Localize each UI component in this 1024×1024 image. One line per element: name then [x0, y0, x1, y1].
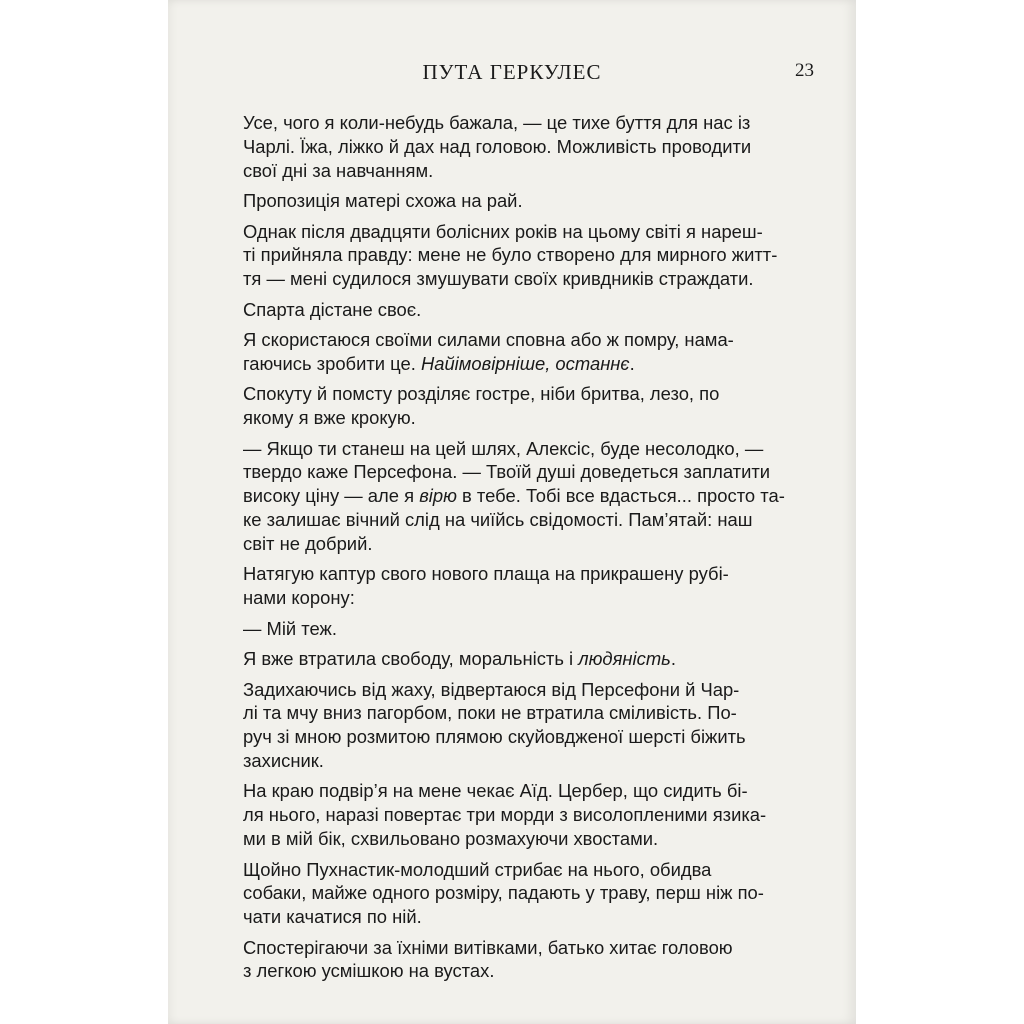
text-line: Однак після двадцяти болісних років на цьому світі я нареш-	[243, 220, 763, 242]
paragraph	[243, 111, 815, 182]
paragraph	[243, 328, 815, 376]
paragraph	[243, 382, 815, 430]
text-line	[243, 484, 815, 508]
book-page	[168, 0, 856, 1024]
text-run: — Якщо ти станеш на цей шлях, Алексіс, буде несолодко, —	[243, 437, 764, 459]
paragraph	[243, 647, 815, 671]
text-run: в тебе. Тобі все вдасться... просто та-	[456, 485, 785, 507]
text-line: Задихаючись від жаху, відвертаюся від Персефони й Чар-	[243, 678, 740, 700]
italic-text: людяність	[578, 648, 671, 670]
text-line	[243, 532, 815, 556]
text-line: Спарта дістане своє.	[243, 298, 422, 320]
page-number: 23	[795, 60, 814, 81]
paragraph	[243, 437, 815, 556]
text-run: високу ціну — але я	[243, 485, 420, 507]
text-line: ми в мій бік, схвильовано розмахуючи хвостами.	[243, 828, 659, 850]
text-line: Чарлі. Їжа, ліжко й дах над головою. Можливість проводити	[243, 135, 752, 157]
text-line: Спостерігаючи за їхніми витівками, батько хитає головою	[243, 936, 733, 958]
text-line	[243, 352, 815, 376]
text-run: Я вже втратила свободу, моральність і	[243, 648, 579, 670]
text-line: нами корону:	[243, 587, 355, 609]
paragraph	[243, 562, 815, 610]
italic-text: Найімовірніше, останнє	[420, 352, 630, 374]
text-line: На краю подвір’я на мене чекає Аїд. Цербер, що сидить бі-	[243, 780, 748, 802]
text-line	[243, 460, 815, 484]
text-run: гаючись зробити це.	[243, 352, 421, 374]
text-line	[243, 647, 815, 671]
text-run: ке залишає вічний слід на чиїйсь свідомості. Пам’ятай: наш	[243, 509, 753, 531]
text-line: якому я вже крокую.	[243, 407, 416, 429]
text-line: з легкою усмішкою на вустах.	[243, 960, 495, 982]
paragraph	[243, 936, 815, 984]
text-line	[243, 508, 815, 532]
text-line: руч зі мною розмитою плямою скуйовдженої шерсті біжить	[243, 726, 746, 748]
text-line: Щойно Пухнастик-молодший стрибає на нього, обидва	[243, 858, 712, 880]
text-line: собаки, майже одного розміру, падають у траву, перш ніж по-	[243, 882, 764, 904]
paragraph	[243, 298, 815, 322]
text-line: Натягую каптур свого нового плаща на прикрашену рубі-	[243, 563, 729, 585]
paragraph	[243, 220, 815, 291]
text-line: лі та мчу вниз пагорбом, поки не втратила сміливість. По-	[243, 702, 737, 724]
body-text	[243, 111, 815, 990]
text-line	[243, 328, 815, 352]
page-header	[168, 60, 856, 90]
text-line: тя — мені судилося змушувати своїх кривдників страждати.	[243, 268, 754, 290]
text-line: — Мій теж.	[243, 617, 337, 639]
text-line	[243, 437, 815, 461]
paragraph	[243, 678, 815, 773]
text-line: ті прийняла правду: мене не було створено для мирного житт-	[243, 244, 778, 266]
text-line: Пропозиція матері схожа на рай.	[243, 190, 523, 212]
text-run: .	[670, 648, 676, 670]
text-line: ля нього, наразі повертає три морди з висолопленими язика-	[243, 804, 767, 826]
running-title: ПУТА ГЕРКУЛЕС	[422, 60, 602, 84]
text-run: твердо каже Персефона. — Твоїй душі доведеться заплатити	[243, 461, 771, 483]
text-line: свої дні за навчанням.	[243, 159, 434, 181]
paragraph	[243, 617, 815, 641]
text-run: .	[629, 352, 635, 374]
text-line: захисник.	[243, 750, 324, 771]
italic-text: вірю	[419, 485, 457, 507]
text-run: світ не добрий.	[243, 532, 373, 554]
text-line: Спокуту й помсту розділяє гостре, ніби бритва, лезо, по	[243, 383, 720, 405]
paragraph	[243, 858, 815, 929]
text-line: Усе, чого я коли-небудь бажала, — це тихе буття для нас із	[243, 112, 751, 133]
paragraph	[243, 779, 815, 850]
text-line: чати качатися по ній.	[243, 906, 422, 928]
paragraph	[243, 189, 815, 213]
text-run: Я скористаюся своїми силами сповна або ж помру, нама-	[243, 329, 734, 351]
